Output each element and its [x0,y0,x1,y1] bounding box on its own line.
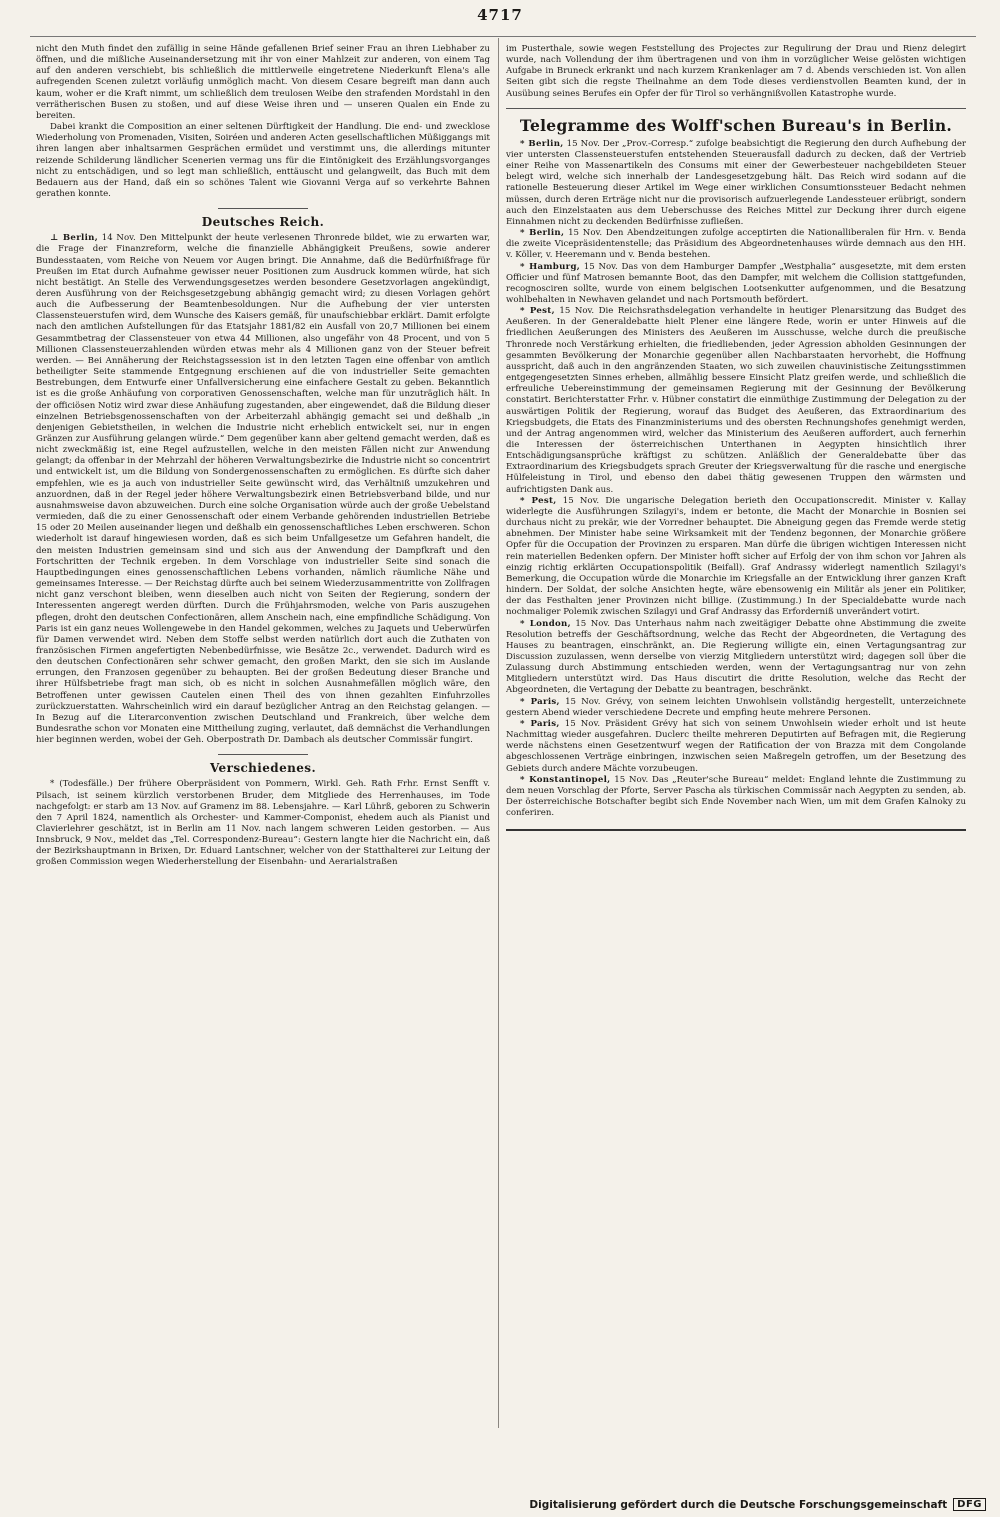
page-number: 4717 [477,6,523,24]
left-column [36,44,490,869]
section-heading-deutsches-reich: Deutsches Reich. [201,215,325,230]
digitization-footer [529,1498,986,1511]
right-column [506,44,966,831]
dateline: ⊥ Berlin, [50,233,98,244]
header-rule [30,36,976,37]
telegram-item [506,619,966,697]
telegram-text: 15 Nov. Das Unterhaus nahm nach zweitägiger Debatte ohne Abstimmung die zweite Resolution betreffs der Geschäftsordnung, welche das Recht der Abgeordneten, die Vertagung des Hauses zu beantragen, einschränkt, an. Die Regierung willigte ein, einen Vertagungsantrag zur Discussion zuzulassen, wenn derselbe von vierzig Mitgliedern unterstützt wird; dagegen soll über die Zulassung durch Abstimmung entschieden werden, wenn der Vertagungsantrag nur von zehn Mitgliedern unterstützt wird. Das Haus discutirt die dritte Resolution, welche das Recht der Abgeordneten, die Vertagung der Debatte zu beantragen, beschränkt. [506,618,966,696]
dateline: * Berlin, [520,228,565,239]
end-rule [506,829,966,831]
section-rule [506,108,966,109]
telegram-item [506,228,966,261]
footer-credit: Digitalisierung gefördert durch die Deutsche Forschungsgemeinschaft [529,1498,948,1511]
column-divider [498,38,499,1428]
telegram-item [506,496,966,619]
dateline: * Konstantinopel, [520,774,611,785]
telegram-text: 15 Nov. Die ungarische Delegation berieth den Occupationscredit. Minister v. Kallay widerlegte die Ausführungen Szilagyi's, indem er betonte, die Macht der Monarchie in Bosnien sei durchaus nicht zu prekär, wie der Vorredner behauptet. Die Abneigung gegen das Fremde werde stetig abnehmen. Der Minister habe seine Wirksamkeit mit der Tendenz begonnen, der Monarchie größere Opfer für die Occupation der Provinzen zu ersparen. Man dürfe die übrigen wichtigen Interessen nicht rein materiellen Bedenken opfern. Der Minister hofft sicher auf Erfolg der von ihm schon vor Jahren als einzig richtig erklärten Occupationspolitik (Beifall). Graf Andrassy widerlegt namentlich Szilagyi's Bemerkung, die Occupation würde die Monarchie im Kriegsfalle an der Entwicklung ihrer ganzen Kraft hindern. Der Soldat, der solche Ansichten hegte, wäre ebensowenig ein Militär als jener ein Politiker, der das Festhalten jener Provinzen nicht billige. (Zustimmung.) In der Specialdebatte wurde nach nochmaliger Polemik zwischen Szilagyi und Graf Andrassy das Erforderniß unverändert votirt. [506,495,967,618]
article-text: Dabei krankt die Composition an einer seltenen Dürftigkeit der Handlung. Die end- und zwecklose Wiederholung von Promenaden, Visiten, Soiréen und anderen Acten gesellschaftlichen Müßiggangs mit ihren langen aber inhaltsarmen Gesprächen ermüdet und verstimmt uns, die allerdings mitunter reizende Schilderung ländlicher Scenerien vermag uns für die Eintönigkeit des Erzählungsvorganges nicht zu entschädigen, und so legt man schließlich, enttäuscht und gelangweilt, das Buch mit dem Bedauern aus der Hand, daß ein so schönes Talent wie Giovanni Verga auf so verkehrte Bahnen gerathen konnte. [36,122,490,200]
telegram-text: 15 Nov. Das von dem Hamburger Dampfer „Westphalia“ ausgesetzte, mit dem ersten Officier und fünf Matrosen bemannte Boot, das den Dampfer, mit welchem die Collision stattgefunden, recognosciren sollte, wurde von einem belgischen Lootsenkutter aufgenommen, und die Besatzung wohlbehalten in Newhaven gelandet und nach Portsmouth befördert. [506,261,966,305]
article-text [36,233,490,746]
dateline: * Berlin, [520,138,564,149]
dateline: * Pest, [520,495,557,506]
telegram-text: 15 Nov. Der „Prov.-Corresp.“ zufolge beabsichtigt die Regierung den durch Aufhebung der vier untersten Classensteuerstufen entstehenden Steuerausfall dadurch zu decken, daß der Vertrieb einer Reihe von Massenartikeln des Consums mit einer der Gewerbesteuer nachgebildeten Steuer belegt wird, welche sich innerhalb der Landesgesetzgebung hält. Das Reich wird sodann auf die rationelle Besteuerung dieser Artikel im Wege einer wirklichen Consumtionssteuer Bedacht nehmen müssen, durch deren Erträge nicht nur die provisorisch aufzuerlegende Landessteuer erübrigt, sondern auch den Einzelstaaten aus dem Ueberschusse des Reiches Mittel zur Deckung ihrer durch eigene Einnahmen nicht zu deckenden Bedürfnisse zufließen. [506,138,967,227]
telegram-text: 15 Nov. Den Abendzeitungen zufolge acceptirten die Nationalliberalen für Hrn. v. Benda die zweite Vicepräsidentenstelle; das Präsidium des Abgeordnetenhauses würde demnach aus den HH. v. Köller, v. Heeremann und v. Benda bestehen. [506,228,967,261]
telegram-item [506,306,966,496]
dateline: * Paris, [520,696,560,707]
article-body: 14 Nov. Den Mittelpunkt der heute verlesenen Thronrede bildet, wie zu erwarten war, die Frage der Finanzreform, welche die finanzielle Abhängigkeit Preußens, sowie anderer Bundesstaaten, vom Reiche von Neuem vor Augen bringt. Die Annahme, daß die Bedürfnißfrage für Preußen im Etat durch Aufnahme gewisser neuer Positionen zum Ausdruck kommen würde, hat sich nicht bestätigt. An Stelle des Verwendungsgesetzes werden besondere Gesetzvorlagen angekündigt, deren Ausführung von der Reichsgesetzgebung abhängig gemacht wird; zu diesen Vorlagen gehört auch die Aufbesserung der Beamtenbesoldungen. Nur die Aufhebung der vier untersten Classensteuerstufen wird, dem Wunsche des Kaisers gemäß, für unaufschiebbar erklärt. Damit erfolgte nach den amtlichen Aufstellungen für das Etatsjahr 1881/82 ein Ausfall von 20,7 Millionen bei einem Gesammtbetrag der Classensteuer von etwa 44 Millionen, also ungefähr von 48 Procent, und von 5 Millionen Classensteuerzahlenden würden etwas mehr als 4 Millionen ganz von der Steuer befreit werden. — Bei Annäherung der Reichstagssession ist in den letzten Tagen eine offenbar von amtlich betheiligter Seite stammende Entgegnung erschienen auf die von industrieller Seite gemachten Bestrebungen, dem Entwurfe einer Unfallversicherung eine einfachere Gestalt zu geben. Bekanntlich ist es die große Anhäufung von corporativen Genossenschaften, welche man für unzuträglich hält. In der officiösen Notiz wird zwar diese Anhäufung zugestanden, aber eingewendet, daß die Bildung dieser einzelnen Betriebsgenossenschaften von der Arbeiterzahl abhängig gemacht sei und deßhalb „in denjenigen Gebietstheilen, in welchen die Industrie nicht erheblich entwickelt sei, nur in engen Gränzen zur Ausführung gelangen würde.“ Dem gegenüber kann aber geltend gemacht werden, daß es nicht zweckmäßig ist, eine Regel aufzustellen, welche in den meisten Fällen nicht zur Anwendung gelangt; da offenbar in der Mehrzahl der höheren Verwaltungsbezirke die Industrie nicht so concentrirt und entwickelt ist, um die Bildung von Sondergenossenschaften zu ermöglichen. Es dürfte sich daher empfehlen, wie es ja auch von industrieller Seite gewünscht wird, das Verhältniß umzukehren und anzuordnen, daß in der Regel jeder höhere Verwaltungsbezirk einen Betriebsverband bilde, und nur ausnahmsweise davon abzuweichen. Durch eine solche Organisation würde auch der große Uebelstand vermieden, daß die zu einer Genossenschaft oder einem Verbande gehörenden industriellen Betriebe 15 oder 20 Meilen auseinander liegen und deßhalb ein genossenschaftliches Leben erschweren. Schon wiederholt ist darauf hingewiesen worden, daß es sich beim Unfallgesetze um Gefahren handelt, die den meisten Industrien gemeinsam sind und sich aus der Anwendung der Dampfkraft und den Fortschritten der Technik ergeben. In dem Vorschlage von industrieller Seite sind sonach die Hauptbedingungen eines genossenschaftlichen Lebens vorhanden, nämlich räumliche Nähe und gemeinsames Interesse. — Der Reichstag dürfte auch bei seinem Wiederzusammentritte von Zollfragen nicht ganz verschont bleiben, wenn dieselben auch nicht von Seiten der Regierung, sondern der Interessenten angeregt werden dürften. Durch die Frühjahrsmoden, welche von Paris auszugehen pflegen, droht den deutschen Confectionären, allem Anschein nach, eine empfindliche Schädigung. Von Paris ist ein ganz neues Wollengewebe in den Handel gekommen, welches zu Jaquets und Ueberwürfen für Damen verwendet wird. Neben dem Stoffe selbst werden natürlich dort auch die Zuthaten von französischen Firmen angefertigten Nebenbedürfnisse, wie Besätze 2c., verwendet. Dadurch wird es den deutschen Confectionären sehr schwer gemacht, den großen Markt, den sie sich im Auslande errungen, den Franzosen gegenüber zu behaupten. Bei der großen Bedeutung dieser Branche und ihrer Hülfsbetriebe fragt man sich, ob es nicht in solchen Ausnahmefällen möglich wäre, den Betroffenen unter gewissen Cautelen einen Theil des von ihnen gezahlten Einfuhrzolles zurückzuerstatten. Wahrscheinlich wird ein darauf bezüglicher Antrag an den Reichstag gelangen. — In Bezug auf die Literarconvention zwischen Deutschland und Frankreich, über welche dem Bundesrathe schon vor Monaten eine Mittheilung zuging, verlautet, daß demnächst die Verhandlungen hier beginnen werden, wobei der Geh. Oberpostrath Dr. Dambach als deutscher Commissär fungirt. [36,233,490,746]
telegram-item [506,697,966,719]
telegram-text: 15 Nov. Die Reichsrathsdelegation verhandelte in heutiger Plenarsitzung das Budget des Aeußeren. In der Generaldebatte hielt Plener eine längere Rede, worin er unter Hinweis auf die friedlichen Aeußerungen des Ministers des Aeußeren im Ausschusse, welche durch die preußische Thronrede noch Verstärkung erhielten, die friedliebenden, jeder Agression abholden Gesinnungen der gesammten Bevölkerung der Monarchie gegenüber allen Nachbarstaaten hervorhebt, die Hoffnung ausspricht, daß auch in den angränzenden Staaten, wo sich zuweilen chauvinistische Zeitungsstimmen entgegengesetzten Sinnes erheben, allmählig bessere Einsicht Platz greifen werde, und schließlich die erfreuliche Uebereinstimmung der gemeinsamen Regierung mit der Gesinnung der Bevölkerung constatirt. Berichterstatter Frhr. v. Hübner constatirt die einmüthige Zustimmung der Delegation zu der auswärtigen Politik der Regierung, worauf das Budget des Aeußeren, das Extraordinarium des Kriegsbudgets, die Etats des Finanzministeriums und des obersten Rechnungshofes genehmigt werden, und der Antrag angenommen wird, welcher das Ministerium des Aeußeren auffordert, auch fernerhin die Interessen der österreichischen Unterthanen in Aegypten hinsichtlich ihrer Entschädigungsansprüche kräftigst zu schützen. Anläßlich der Generaldebatte über das Extraordinarium des Kriegsbudgets sprach Greuter der Kriegsverwaltung für die rasche und energische Hülfeleistung in Tirol, und ebenso den dabei thätig gewesenen Truppen den wärmsten und aufrichtigsten Dank aus. [506,306,967,495]
telegram-text: 15 Nov. Grévy, von seinem leichten Unwohlsein vollständig hergestellt, unterzeichnete gestern Abend wieder verschiedene Decrete und empfing heute mehrere Personen. [506,696,967,718]
article-text: nicht den Muth findet den zufällig in seine Hände gefallenen Brief seiner Frau an ihren Liebhaber zu öffnen, und die mißliche Auseinandersetzung mit ihr von einer Mahlzeit zur anderen, von einem Tag auf den anderen verschiebt, bis schließlich die mittlerweile eingetretene Niederkunft Elena's alle aufregenden Scenen zuletzt vorläufig unmöglich macht. Von diesem Cesare begreift man dann auch kaum, woher er die Kraft nimmt, um schließlich dem treulosen Weibe den strafenden Mordstahl in den verrätherischen Busen zu stoßen, und auf diese Weise ihren und — unseren Qualen ein Ende zu bereiten. [36,44,490,121]
dateline: * London, [520,618,571,629]
telegram-text: 15 Nov. Präsident Grévy hat sich von seinem Unwohlsein wieder erholt und ist heute Nachmittag wieder ausgefahren. Duclerc theilte mehreren Deputirten auf Befragen mit, die Regierung werde nächstens einen Gesetzentwurf wegen der Ratification der von Brazza mit dem Congolande abgeschlossenen Verträge einbringen, inzwischen seien Maßregeln getroffen, um der Besetzung des Gebiets durch andere Mächte vorzubeugen. [506,718,967,774]
telegram-text: 15 Nov. Das „Reuter'sche Bureau“ meldet: England lehnte die Zustimmung zu dem neuen Vorschlag der Pforte, Server Pascha als türkischen Commissär nach Aegypten zu senden, ab. Der österreichische Botschafter begibt sich Ende November nach Wien, um mit dem Grafen Kalnoky zu conferiren. [506,774,967,819]
section-rule [218,208,308,209]
section-heading-telegramme: Telegramme des Wolff'schen Bureau's in Berlin. [519,115,953,135]
section-heading-verschiedenes: Verschiedenes. [209,761,317,776]
telegram-item [506,775,966,820]
section-rule [218,754,308,755]
telegram-item [506,719,966,775]
telegram-item [506,262,966,307]
telegram-item [506,139,966,228]
article-text: im Pusterthale, sowie wegen Feststellung des Projectes zur Regulirung der Drau und Rienz delegirt wurde, nach Vollendung der ihm übertragenen und von ihm in vorzüglicher Weise gelösten wichtigen Aufgabe in Bruneck erkrankt und nach kurzem Krankenlager am 7 d. Abends verschieden ist. Von allen Seiten gibt sich die regste Theilnahme an dem Tode dieses verdienstvollen Beamten kund, der in Ausübung seines Berufes ein Opfer der für Tirol so verhängnißvollen Katastrophe wurde. [506,44,966,99]
article-text: * (Todesfälle.) Der frühere Oberpräsident von Pommern, Wirkl. Geh. Rath Frhr. Ernst Senfft v. Pilsach, ist seinem kürzlich verstorbenen Bruder, dem Mitgliede des Herrenhauses, im Tode nachgefolgt: er starb am 13 Nov. auf Gramenz im 88. Lebensjahre. — Karl Lührß, geboren zu Schwerin den 7 April 1824, namentlich als Orchester- und Kammer-Componist, ehedem auch als Pianist und Clavierlehrer geschätzt, ist in Berlin am 11 Nov. nach langem schweren Leiden gestorben. — Aus Innsbruck, 9 Nov., meldet das „Tel. Correspondenz-Bureau“: Gestern langte hier die Nachricht ein, daß der Bezirkshauptmann in Brixen, Dr. Eduard Lantschner, welcher von der Statthalterei zur Leitung der großen Commission wegen Wiederherstellung der Eisenbahn- und Aerarialstraßen [36,779,490,868]
dateline: * Hamburg, [520,261,581,272]
dateline: * Pest, [520,306,555,317]
dateline: * Paris, [520,718,560,729]
dfg-logo: DFG [953,1498,986,1511]
